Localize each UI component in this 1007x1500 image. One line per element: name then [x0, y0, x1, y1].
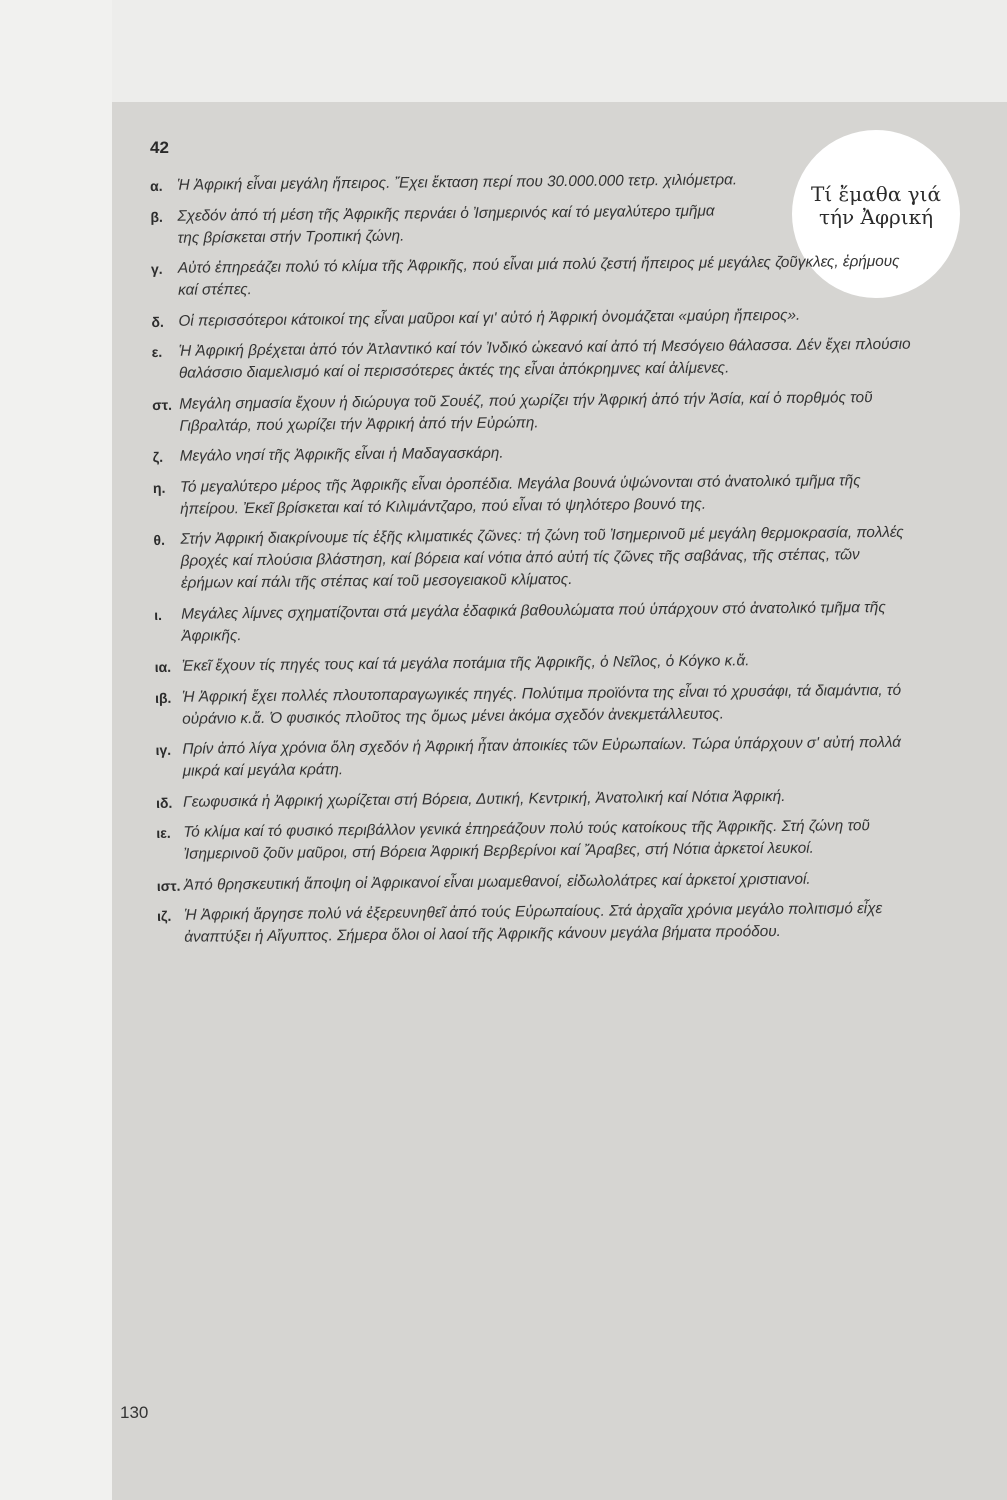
list-item	[155, 649, 915, 678]
item-text: Μεγάλο νησί τῆς Ἀφρικῆς εἶναι ἡ Μαδαγασκάρη.	[179, 444, 504, 465]
item-marker: β.	[150, 208, 163, 225]
item-marker: ε.	[151, 343, 163, 360]
item-text: Γεωφυσικά ἡ Ἀφρική χωρίζεται στή Βόρεια, Δυτική, Κεντρική, Ἀνατολική καί Νότια Ἀφρική.	[182, 787, 786, 811]
list-item	[153, 439, 913, 468]
item-marker: α.	[150, 177, 163, 194]
item-marker: γ.	[150, 260, 163, 277]
item-marker: ιγ.	[155, 741, 172, 758]
item-text: Πρίν ἀπό λίγα χρόνια ὅλη σχεδόν ἡ Ἀφρική ἦταν ἀποικίες τῶν Εὐρωπαίων. Τώρα ὑπάρχουν σ' αὐτή πολλά μικρά καί μεγάλα κράτη.	[182, 733, 902, 780]
list-item	[156, 784, 916, 813]
list-item	[151, 251, 911, 302]
item-marker: η.	[152, 479, 166, 496]
item-text: Ἡ Ἀφρική ἔχει πολλές πλουτοπαραγωγικές πηγές. Πολύτιμα προϊόντα της εἶναι τό χρυσάφι, τά διαμάντια, τό οὐράνιο κ.ἄ. Ὁ φυσικός πλοῦτος της ὅμως μένει ἀκόμα σχεδόν ἀνεκμετάλλευτος.	[181, 681, 902, 728]
page-margin	[0, 0, 112, 1500]
item-text: Σχεδόν ἀπό τή μέση τῆς Ἀφρικῆς περνάει ὁ Ἰσημερινός καί τό μεγαλύτερο τμῆμα της βρίσκεται στήν Τροπική ζώνη.	[177, 202, 715, 247]
item-text: Αὐτό ἐπηρεάζει πολύ τό κλίμα τῆς Ἀφρικῆς, πού εἶναι μιά πολύ ζεστή ἤπειρος μέ μεγάλες ζοῦγκλες, ἐρήμους καί στέπες.	[177, 252, 900, 299]
list-item	[156, 815, 916, 866]
item-text: Στήν Ἀφρική διακρίνουμε τίς ἑξῆς κλιματικές ζῶνες: τή ζώνη τοῦ Ἰσημερινοῦ μέ μεγάλη θερμοκρασία, πολλές βροχές καί πλούσια βλάστηση, καί βόρεια καί νότια ἀπό αὐτή τίς ζῶνες τῆς σαβάνας, τῆς στέπας, τῶν ἐρήμων καί πάλι τῆς στέπας καί τοῦ μεσογειακοῦ κλίματος.	[180, 523, 904, 592]
item-marker: ιδ.	[155, 794, 173, 811]
item-text: Ἐκεῖ ἔχουν τίς πηγές τους καί τά μεγάλα ποτάμια τῆς Ἀφρικῆς, ὁ Νεῖλος, ὁ Κόγκο κ.ἄ.	[181, 652, 750, 675]
item-marker: ιστ.	[156, 877, 181, 894]
item-text: Ἡ Ἀφρική εἶναι μεγάλη ἤπειρος. Ἔχει ἔκταση περί που 30.000.000 τετρ. χιλιόμετρα.	[177, 171, 738, 194]
item-text: Οἱ περισσότεροι κάτοικοί της εἶναι μαῦροι καί γι' αὐτό ἡ Ἀφρική ὀνομάζεται «μαύρη ἤπειρος».	[178, 306, 801, 330]
list-item	[155, 732, 915, 783]
item-marker: δ.	[151, 313, 164, 330]
list-item	[157, 867, 917, 896]
item-text: Μεγάλη σημασία ἔχουν ἡ διώρυγα τοῦ Σουέζ, πού χωρίζει τήν Ἀφρική ἀπό τήν Ἀσία, καί ὁ πορθμός τοῦ Γιβραλτάρ, πού χωρίζει τήν Ἀφρική ἀπό τήν Εὐρώπη.	[179, 388, 873, 435]
list-item	[154, 596, 914, 647]
item-marker: ι.	[154, 606, 163, 623]
list-item	[152, 386, 912, 437]
list-item	[151, 303, 911, 332]
list-item	[150, 198, 910, 249]
page-header-number: 42	[150, 138, 169, 157]
item-marker: ια.	[154, 658, 172, 675]
item-marker: στ.	[152, 396, 172, 413]
item-text: Ἡ Ἀφρική ἄργησε πολύ νά ἐξερευνηθεῖ ἀπό τούς Εὐρωπαίους. Στά ἀρχαῖα χρόνια μεγάλο πολιτισμό εἶχε ἀναπτύξει ἡ Αἴγυπτος. Σήμερα ὅλοι οἱ λαοί τῆς Ἀφρικῆς κάνουν μεγάλα βήματα προόδου.	[184, 900, 883, 946]
item-marker: θ.	[153, 531, 166, 548]
list-item	[152, 334, 912, 385]
list-item	[153, 522, 914, 595]
page-footer-number: 130	[120, 1403, 149, 1422]
item-marker: ιε.	[156, 824, 171, 841]
item-text: Ἡ Ἀφρική βρέχεται ἀπό τόν Ἀτλαντικό καί τόν Ἰνδικό ὠκεανό καί ἀπό τή Μεσόγειο θάλασσα. Δέν ἔχει πλούσιο θαλάσσιο διαμελισμό καί οἱ περισσότερες ἀκτές της εἶναι ἀπόκρημνες καί ἀλίμενες.	[178, 335, 911, 382]
item-text: Τό μεγαλύτερο μέρος τῆς Ἀφρικῆς εἶναι ὀροπέδια. Μεγάλα βουνά ὑψώνονται στό ἀνατολικό τμῆμα τῆς ἠπείρου. Ἐκεῖ βρίσκεται καί τό Κιλιμάντζαρο, πού εἶναι τό ψηλότερο βουνό της.	[179, 471, 861, 518]
item-marker: ιβ.	[154, 689, 172, 706]
item-marker: ζ.	[152, 448, 164, 465]
list-item	[157, 898, 917, 949]
item-text: Ἀπό θρησκευτική ἄποψη οἱ Ἀφρικανοί εἶναι μωαμεθανοί, εἰδωλολάτρες καί ἀρκετοί χριστιανοί.	[183, 870, 811, 894]
summary-list	[150, 168, 917, 958]
item-marker: ιζ.	[157, 907, 172, 924]
item-text: Μεγάλες λίμνες σχηματίζονται στά μεγάλα ἐδαφικά βαθουλώματα πού ὑπάρχουν στό ἀνατολικό τμῆμα τῆς Ἀφρικῆς.	[181, 598, 886, 645]
item-text: Τό κλίμα καί τό φυσικό περιβάλλον γενικά ἐπηρεάζουν πολύ τούς κατοίκους τῆς Ἀφρικῆς. Στή ζώνη τοῦ Ἰσημερινοῦ ζοῦν μαῦροι, στή Βόρεια Ἀφρική Βερβερίνοι καί Ἄραβες, στή Νότια ἀρκετοί λευκοί.	[183, 817, 870, 863]
list-item	[153, 469, 913, 520]
section-title: Τί ἔμαθα γιά τήν Ἀφρική	[811, 182, 941, 229]
list-item	[155, 679, 915, 730]
